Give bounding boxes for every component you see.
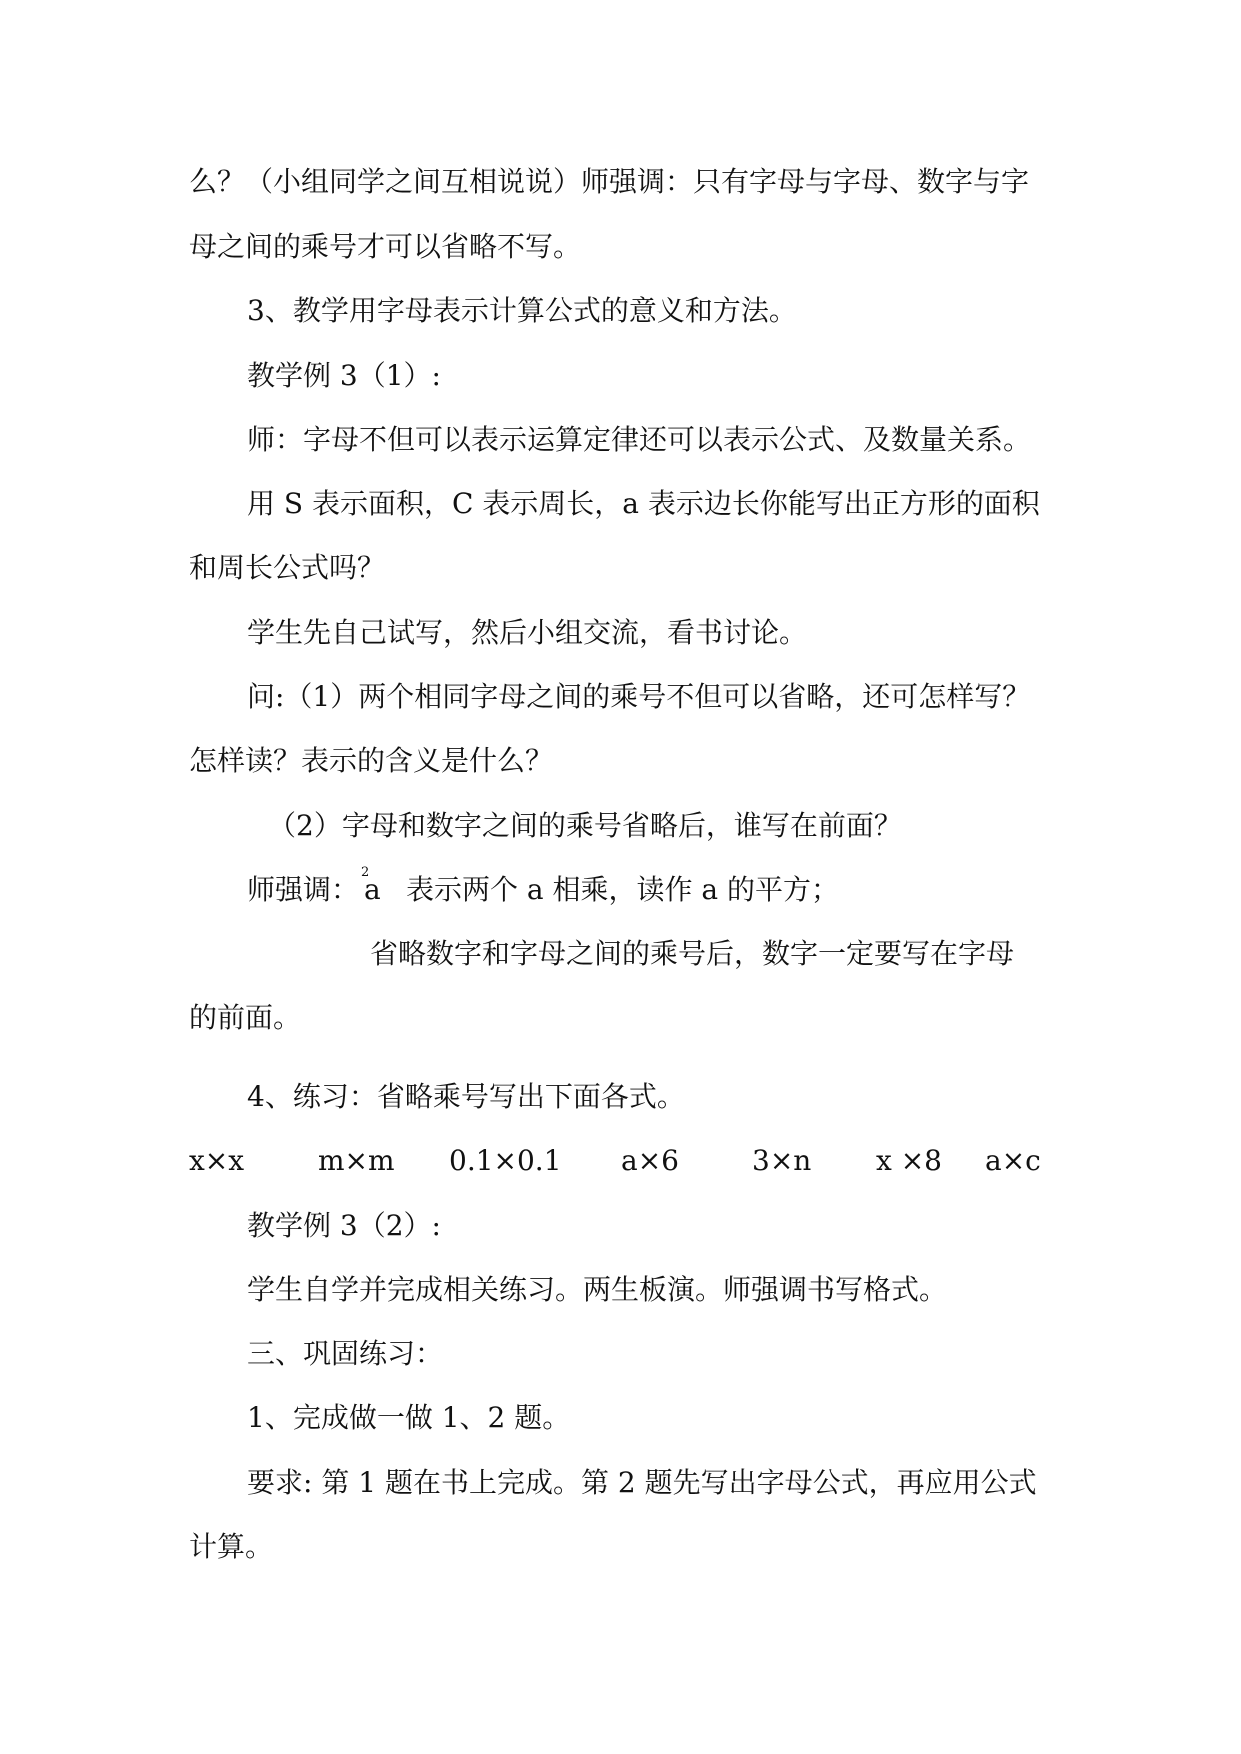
- paragraph-line: 么？（小组同学之间互相说说）师强调：只有字母与字母、数字与字: [189, 165, 1030, 198]
- section-heading: 3、教学用字母表示计算公式的意义和方法。: [247, 294, 797, 327]
- paragraph-line: 用 S 表示面积，C 表示周长，a 表示边长你能写出正方形的面积: [247, 487, 1040, 520]
- question-line: 问:（1）两个相同字母之间的乘号不但可以省略，还可怎样写？: [247, 680, 1031, 713]
- exercise-item: m×m: [318, 1144, 395, 1177]
- emphasis-line-rest: 表示两个 a 相乘，读作 a 的平方；: [406, 873, 839, 906]
- question-line: （2）字母和数字之间的乘号省略后，谁写在前面？: [268, 809, 902, 842]
- paragraph-line: 计算。: [189, 1530, 274, 1563]
- paragraph-line: 师：字母不但可以表示运算定律还可以表示公式、及数量关系。: [247, 423, 1032, 456]
- example-heading: 教学例 3（2）:: [247, 1209, 441, 1242]
- exercise-item: 3×n: [752, 1144, 812, 1177]
- paragraph-line: 要求: 第 1 题在书上完成。第 2 题先写出字母公式，再应用公式: [247, 1466, 1037, 1499]
- paragraph-line: 的前面。: [189, 1001, 302, 1034]
- exercise-item: 0.1×0.1: [449, 1144, 562, 1177]
- section-heading: 4、练习：省略乘号写出下面各式。: [247, 1080, 685, 1113]
- section-heading: 三、巩固练习：: [247, 1337, 444, 1370]
- emphasis-line-prefix: 师强调：: [247, 873, 360, 906]
- paragraph-line: 母之间的乘号才可以省略不写。: [189, 230, 582, 263]
- superscript-two: 2: [361, 865, 370, 880]
- paragraph-line: 学生自学并完成相关练习。两生板演。师强调书写格式。: [247, 1273, 948, 1306]
- variable-a: a: [364, 873, 381, 906]
- paragraph-line: 怎样读？表示的含义是什么？: [189, 744, 554, 777]
- example-heading: 教学例 3（1）:: [247, 359, 441, 392]
- paragraph-line: 学生先自己试写，然后小组交流，看书讨论。: [247, 616, 808, 649]
- exercise-item: x ×8: [876, 1144, 942, 1177]
- paragraph-line: 1、完成做一做 1、2 题。: [247, 1401, 571, 1434]
- paragraph-line: 和周长公式吗？: [189, 551, 386, 584]
- exercise-item: a×6: [621, 1144, 679, 1177]
- paragraph-line: 省略数字和字母之间的乘号后，数字一定要写在字母: [370, 937, 1015, 970]
- exercise-item: x×x: [189, 1144, 245, 1177]
- exercise-item: a×c: [985, 1144, 1041, 1177]
